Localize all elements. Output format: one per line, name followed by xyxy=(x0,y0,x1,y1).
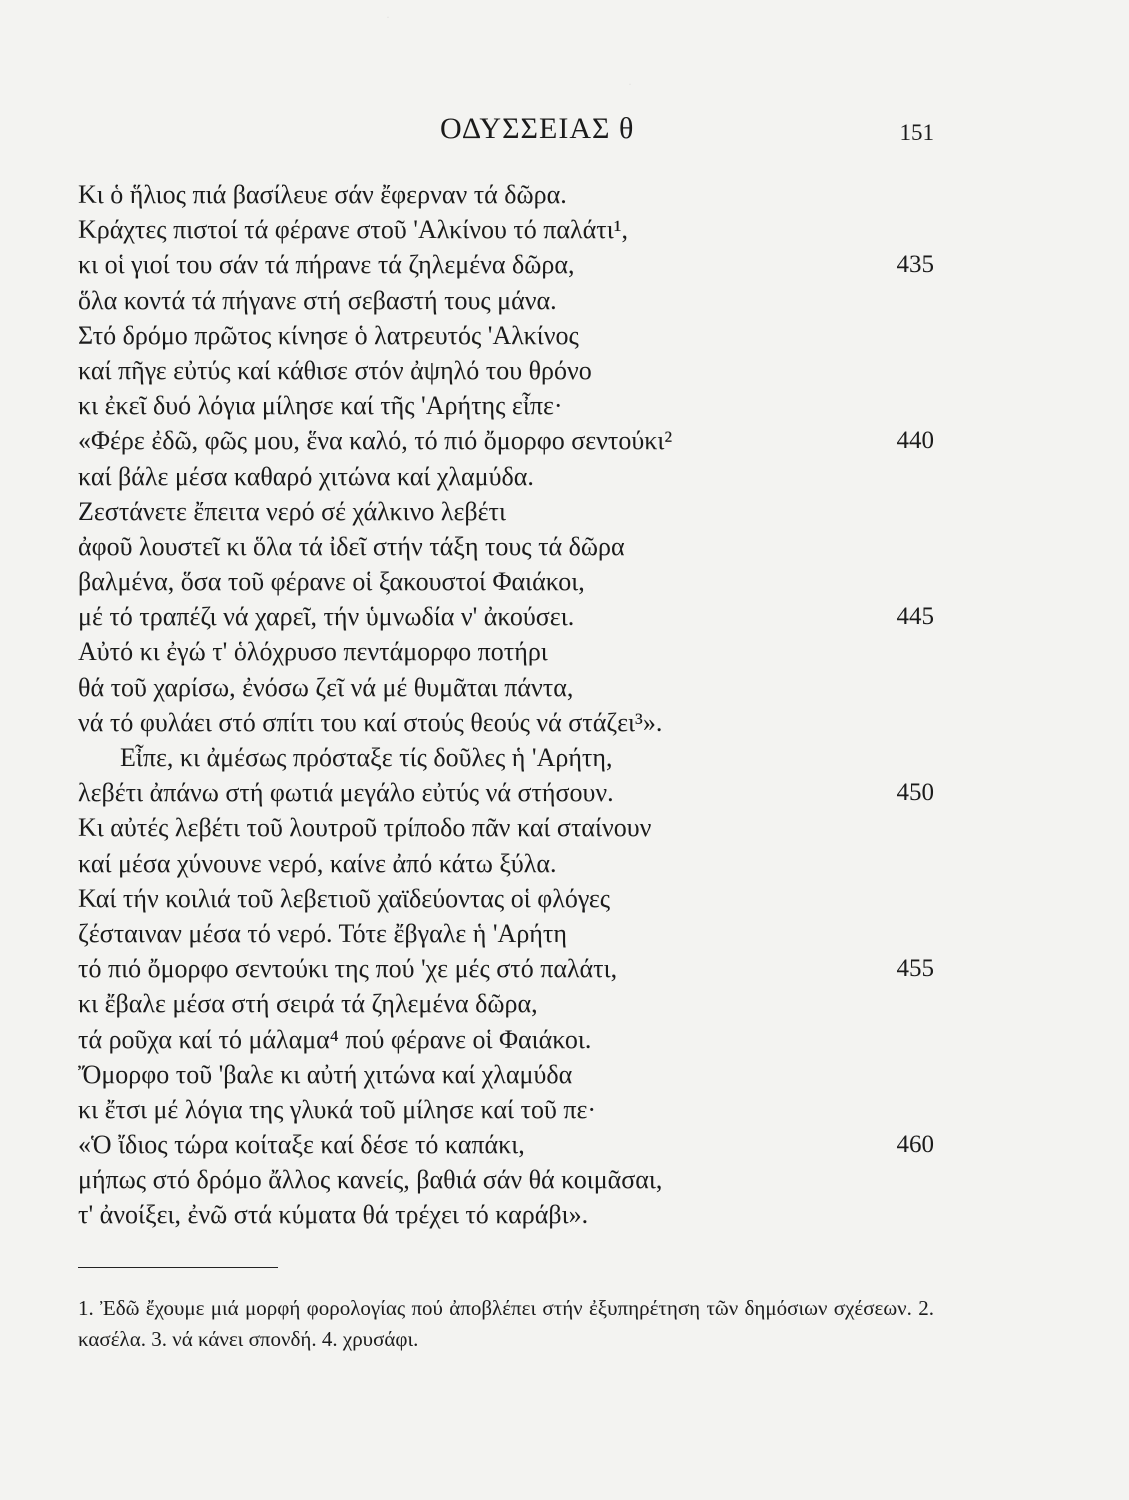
verse-line xyxy=(78,423,934,458)
verse-text: καί μέσα χύνουνε νερό, καίνε ἀπό κάτω ξύλα. xyxy=(78,848,557,878)
verse-line xyxy=(78,529,934,564)
verse-text: Εἶπε, κι ἀμέσως πρόσταξε τίς δοῦλες ἡ 'Αρήτη, xyxy=(120,743,613,772)
verse-line xyxy=(78,212,934,247)
verse-text: κι οἱ γιοί του σάν τά πήρανε τά ζηλεμένα δῶρα, xyxy=(78,250,575,280)
verse-text: τ' ἀνοίξει, ἐνῶ στά κύματα θά τρέχει τό καράβι». xyxy=(78,1200,589,1230)
verse-text: καί βάλε μέσα καθαρό χιτώνα καί χλαμύδα. xyxy=(78,461,534,491)
verse-line xyxy=(78,951,934,986)
line-number: 445 xyxy=(896,603,934,631)
running-head: ΟΔΥΣΣΕΙΑΣ θ xyxy=(440,112,635,145)
verse-text: τό πιό ὄμορφο σεντούκι της πού 'χε μές στό παλάτι, xyxy=(78,954,618,984)
page-header xyxy=(0,112,1129,156)
line-number: 435 xyxy=(896,251,934,279)
verse-text: θά τοῦ χαρίσω, ἐνόσω ζεῖ νά μέ θυμᾶται πάντα, xyxy=(78,672,574,702)
verse-text: βαλμένα, ὅσα τοῦ φέρανε οἱ ξακουστοί Φαιάκοι, xyxy=(78,567,585,597)
verse-text: Κι ὁ ἥλιος πιά βασίλευε σάν ἔφερναν τά δῶρα. xyxy=(78,180,567,209)
verse-text: κι ἔτσι μέ λόγια της γλυκά τοῦ μίλησε καί τοῦ πε· xyxy=(78,1094,597,1124)
verse-line xyxy=(78,1022,934,1057)
verse-line xyxy=(78,986,934,1021)
verse-line xyxy=(78,1057,934,1092)
verse-line xyxy=(78,388,934,423)
verse-text: «Ὁ ἴδιος τώρα κοίταξε καί δέσε τό καπάκι, xyxy=(78,1130,525,1160)
verse-line xyxy=(78,881,934,916)
verse-block xyxy=(78,177,934,1233)
verse-text: «Φέρε ἐδῶ, φῶς μου, ἕνα καλό, τό πιό ὄμορφο σεντούκι² xyxy=(78,426,673,456)
verse-line xyxy=(78,916,934,951)
verse-text: Κράχτες πιστοί τά φέρανε στοῦ 'Αλκίνου τό παλάτι¹, xyxy=(78,215,628,245)
page-number: 151 xyxy=(899,120,934,145)
verse-text: Ὄμορφο τοῦ 'βαλε κι αὐτή χιτώνα καί χλαμύδα xyxy=(78,1059,573,1089)
verse-line xyxy=(78,846,934,881)
verse-line xyxy=(78,283,934,318)
verse-text: ζέσταιναν μέσα τό νερό. Τότε ἔβγαλε ἡ 'Αρήτη xyxy=(78,918,567,948)
verse-text: καί πῆγε εὐτύς καί κάθισε στόν ἀψηλό του θρόνο xyxy=(78,355,592,385)
verse-line xyxy=(78,177,934,212)
line-number: 455 xyxy=(896,955,934,983)
verse-line xyxy=(78,1197,934,1232)
verse-text: μέ τό τραπέζι νά χαρεῖ, τήν ὑμνωδία ν' ἀκούσει. xyxy=(78,602,575,632)
verse-line xyxy=(78,494,934,529)
verse-line xyxy=(78,705,934,740)
verse-line xyxy=(78,247,934,282)
line-number: 460 xyxy=(896,1131,934,1159)
verse-text: τά ροῦχα καί τό μάλαμα⁴ πού φέρανε οἱ Φαιάκοι. xyxy=(78,1024,592,1054)
verse-text: μήπως στό δρόμο ἄλλος κανείς, βαθιά σάν θά κοιμᾶσαι, xyxy=(78,1165,663,1195)
verse-line xyxy=(78,1162,934,1197)
verse-line xyxy=(78,1127,934,1162)
verse-line xyxy=(78,564,934,599)
verse-line xyxy=(78,599,934,634)
verse-text: λεβέτι ἀπάνω στή φωτιά μεγάλο εὐτύς νά στήσουν. xyxy=(78,778,614,808)
verse-text: κι ἔβαλε μέσα στή σειρά τά ζηλεμένα δῶρα, xyxy=(78,989,538,1019)
verse-line xyxy=(78,634,934,669)
verse-text: Ζεστάνετε ἔπειτα νερό σέ χάλκινο λεβέτι xyxy=(78,496,506,526)
verse-line xyxy=(78,670,934,705)
verse-line xyxy=(78,318,934,353)
verse-text: ὅλα κοντά τά πήγανε στή σεβαστή τους μάνα. xyxy=(78,285,557,315)
verse-line xyxy=(78,740,934,775)
verse-line xyxy=(78,459,934,494)
line-number: 440 xyxy=(896,427,934,455)
verse-text: Κι αὐτές λεβέτι τοῦ λουτροῦ τρίποδο πᾶν καί σταίνουν xyxy=(78,813,652,843)
verse-line xyxy=(78,810,934,845)
verse-text: Καί τήν κοιλιά τοῦ λεβετιοῦ χαϊδεύοντας οἱ φλόγες xyxy=(78,883,611,913)
scan-speck: · xyxy=(386,10,390,24)
footnote-divider xyxy=(78,1267,278,1268)
verse-text: Αὐτό κι ἐγώ τ' ὁλόχρυσο πεντάμορφο ποτήρι xyxy=(78,637,548,667)
verse-text: κι ἐκεῖ δυό λόγια μίλησε καί τῆς 'Αρήτης εἶπε· xyxy=(78,391,563,421)
verse-line xyxy=(78,353,934,388)
line-number: 450 xyxy=(896,779,934,807)
footnote: 1. Ἐδῶ ἔχουμε μιά μορφή φορολογίας πού ἀποβλέπει στήν ἐξυπηρέτηση τῶν δημόσιων σχέσεων. 2. κασέλα. 3. νά κάνει σπονδή. 4. χρυσάφι. xyxy=(78,1296,934,1351)
scan-speck: · xyxy=(628,77,632,91)
verse-text: νά τό φυλάει στό σπίτι του καί στούς θεούς νά στάζει³». xyxy=(78,707,663,737)
verse-line xyxy=(78,1092,934,1127)
verse-text: Στό δρόμο πρῶτος κίνησε ὁ λατρευτός 'Αλκίνος xyxy=(78,320,579,350)
verse-text: ἀφοῦ λουστεῖ κι ὅλα τά ἰδεῖ στήν τάξη τους τά δῶρα xyxy=(78,531,625,561)
verse-line xyxy=(78,775,934,810)
